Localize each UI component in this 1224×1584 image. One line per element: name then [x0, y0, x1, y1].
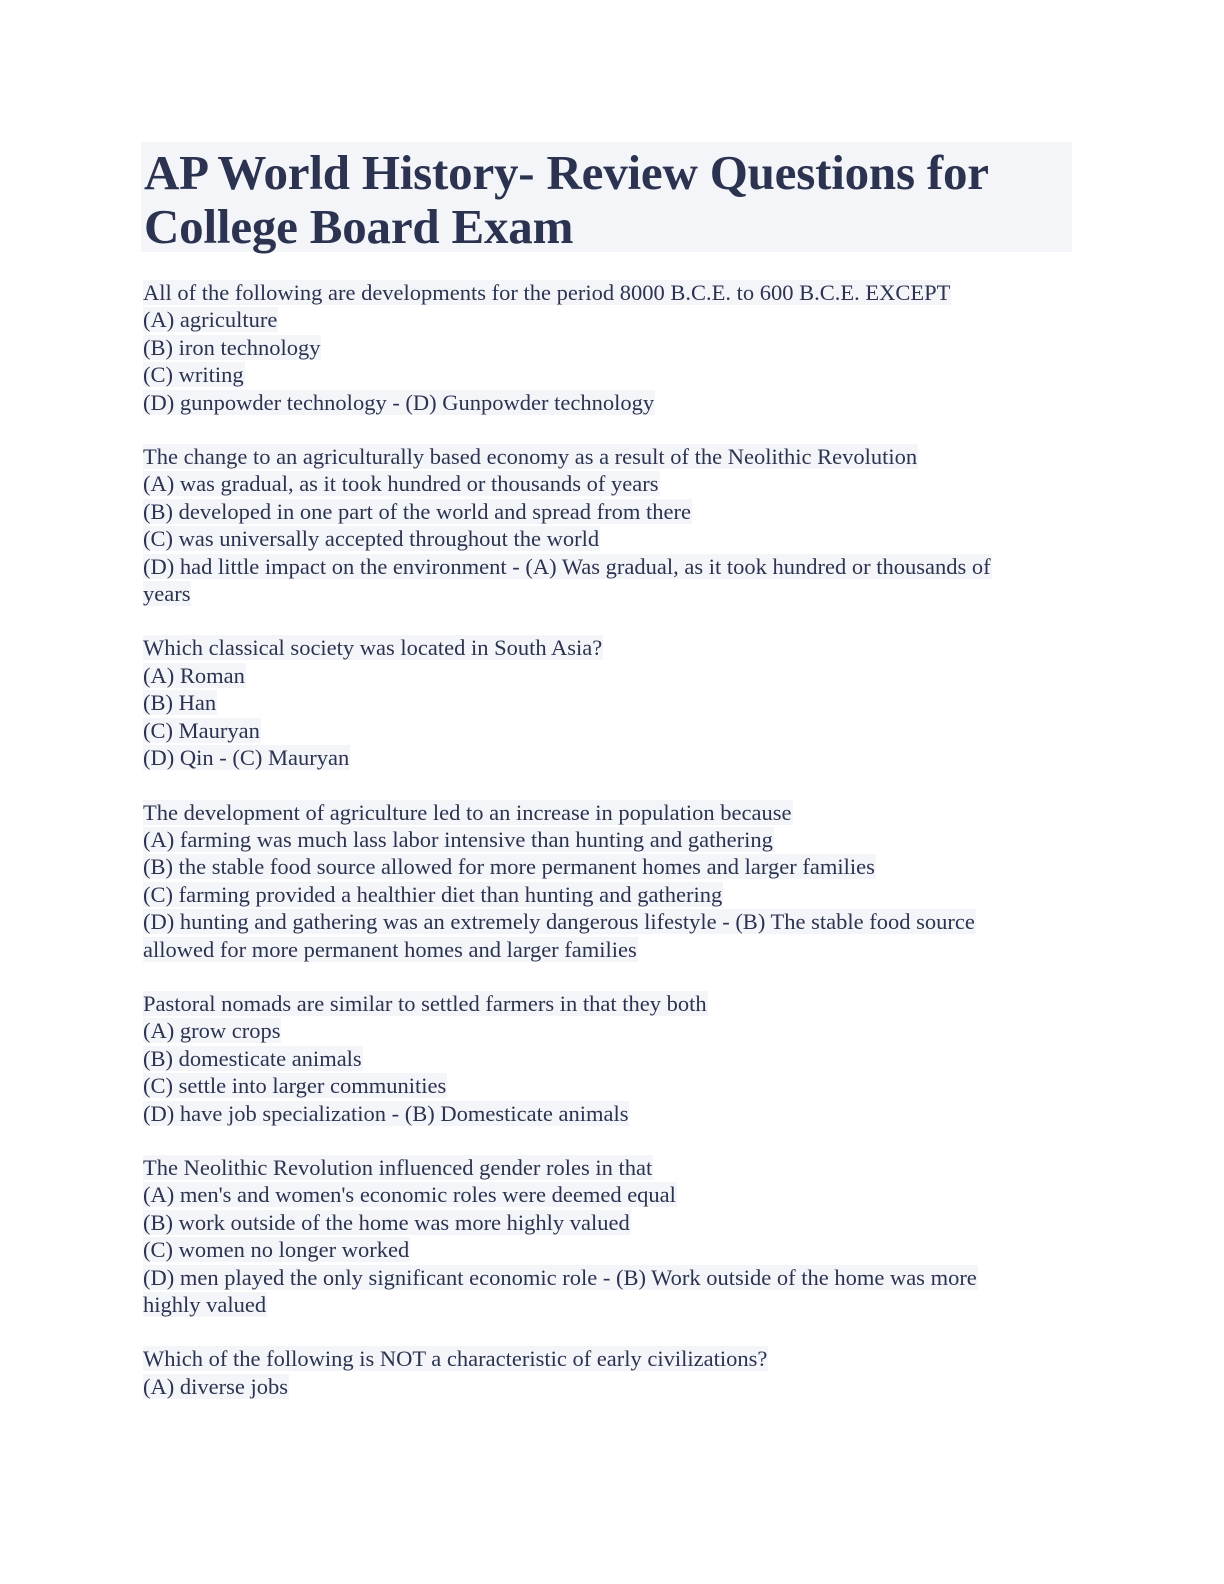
question-line [143, 1017, 1063, 1044]
line-text: (B) Han [143, 690, 217, 716]
line-text: (A) men's and women's economic roles were deemed equal [143, 1182, 676, 1208]
question-block [143, 799, 1063, 963]
line-text: Pastoral nomads are similar to settled farmers in that they both [143, 990, 707, 1016]
line-text: Which classical society was located in South Asia? [143, 635, 603, 661]
question-line [143, 361, 1063, 388]
question-line [143, 908, 1063, 935]
line-text: (D) men played the only significant economic role - (B) Work outside of the home was more [143, 1264, 977, 1290]
line-text: (C) Mauryan [143, 717, 260, 743]
question-stem [143, 443, 1063, 470]
question-block [143, 1154, 1063, 1318]
question-line [143, 936, 1063, 963]
question-stem [143, 990, 1063, 1017]
line-text: (B) the stable food source allowed for more permanent homes and larger families [143, 854, 875, 880]
line-text: (D) have job specialization - (B) Domesticate animals [143, 1100, 629, 1126]
question-line [143, 306, 1063, 333]
line-text: (B) domesticate animals [143, 1045, 362, 1071]
question-line [143, 1264, 1063, 1291]
question-line [143, 1209, 1063, 1236]
line-text: (D) had little impact on the environment - (A) Was gradual, as it took hundred or thousands of [143, 553, 991, 579]
question-line [143, 717, 1063, 744]
question-block [143, 443, 1063, 607]
line-text: (D) hunting and gathering was an extremely dangerous lifestyle - (B) The stable food source [143, 909, 975, 935]
question-stem [143, 634, 1063, 661]
question-line [143, 389, 1063, 416]
line-text: (A) grow crops [143, 1018, 281, 1044]
question-line [143, 553, 1063, 580]
question-line [143, 498, 1063, 525]
question-list [143, 279, 1063, 1427]
question-line [143, 662, 1063, 689]
line-text: (C) women no longer worked [143, 1237, 410, 1263]
line-text: (D) gunpowder technology - (D) Gunpowder technology [143, 389, 655, 415]
question-line [143, 1291, 1063, 1318]
question-line [143, 1181, 1063, 1208]
title-line-1: AP World History- Review Questions for [144, 145, 989, 200]
question-line [143, 1045, 1063, 1072]
line-text: (B) iron technology [143, 334, 321, 360]
question-stem [143, 279, 1063, 306]
line-text: The Neolithic Revolution influenced gender roles in that [143, 1154, 653, 1180]
line-text: (A) farming was much lass labor intensive than hunting and gathering [143, 826, 773, 852]
line-text: All of the following are developments for the period 8000 B.C.E. to 600 B.C.E. EXCEPT [143, 280, 951, 305]
question-line [143, 1236, 1063, 1263]
question-block [143, 1345, 1063, 1400]
line-text: Which of the following is NOT a characteristic of early civilizations? [143, 1346, 768, 1372]
question-line [143, 334, 1063, 361]
question-line [143, 881, 1063, 908]
line-text: (C) farming provided a healthier diet than hunting and gathering [143, 881, 723, 907]
line-text: (B) work outside of the home was more highly valued [143, 1209, 630, 1235]
line-text: years [143, 581, 191, 607]
title-block [141, 142, 1072, 252]
line-text: allowed for more permanent homes and larger families [143, 936, 637, 962]
line-text: The change to an agriculturally based economy as a result of the Neolithic Revolution [143, 444, 918, 470]
question-stem [143, 1154, 1063, 1181]
question-line [143, 826, 1063, 853]
question-line [143, 689, 1063, 716]
line-text: (A) diverse jobs [143, 1373, 288, 1399]
question-line [143, 525, 1063, 552]
page-title [141, 142, 1072, 254]
question-line [143, 1100, 1063, 1127]
line-text: (C) settle into larger communities [143, 1073, 447, 1099]
line-text: (A) was gradual, as it took hundred or thousands of years [143, 471, 659, 497]
question-line [143, 744, 1063, 771]
question-line [143, 1373, 1063, 1400]
question-stem [143, 1345, 1063, 1372]
line-text: The development of agriculture led to an increase in population because [143, 799, 792, 825]
line-text: (C) was universally accepted throughout the world [143, 526, 600, 552]
line-text: (B) developed in one part of the world and spread from there [143, 498, 691, 524]
line-text: (D) Qin - (C) Mauryan [143, 745, 350, 771]
question-block [143, 634, 1063, 771]
question-stem [143, 799, 1063, 826]
question-line [143, 1072, 1063, 1099]
line-text: (A) agriculture [143, 307, 278, 333]
line-text: (A) Roman [143, 662, 245, 688]
question-block [143, 990, 1063, 1127]
line-text: highly valued [143, 1292, 267, 1317]
question-line [143, 853, 1063, 880]
title-line-2: College Board Exam [144, 199, 574, 254]
question-line [143, 470, 1063, 497]
line-text: (C) writing [143, 362, 244, 388]
question-block [143, 279, 1063, 416]
question-line [143, 580, 1063, 607]
